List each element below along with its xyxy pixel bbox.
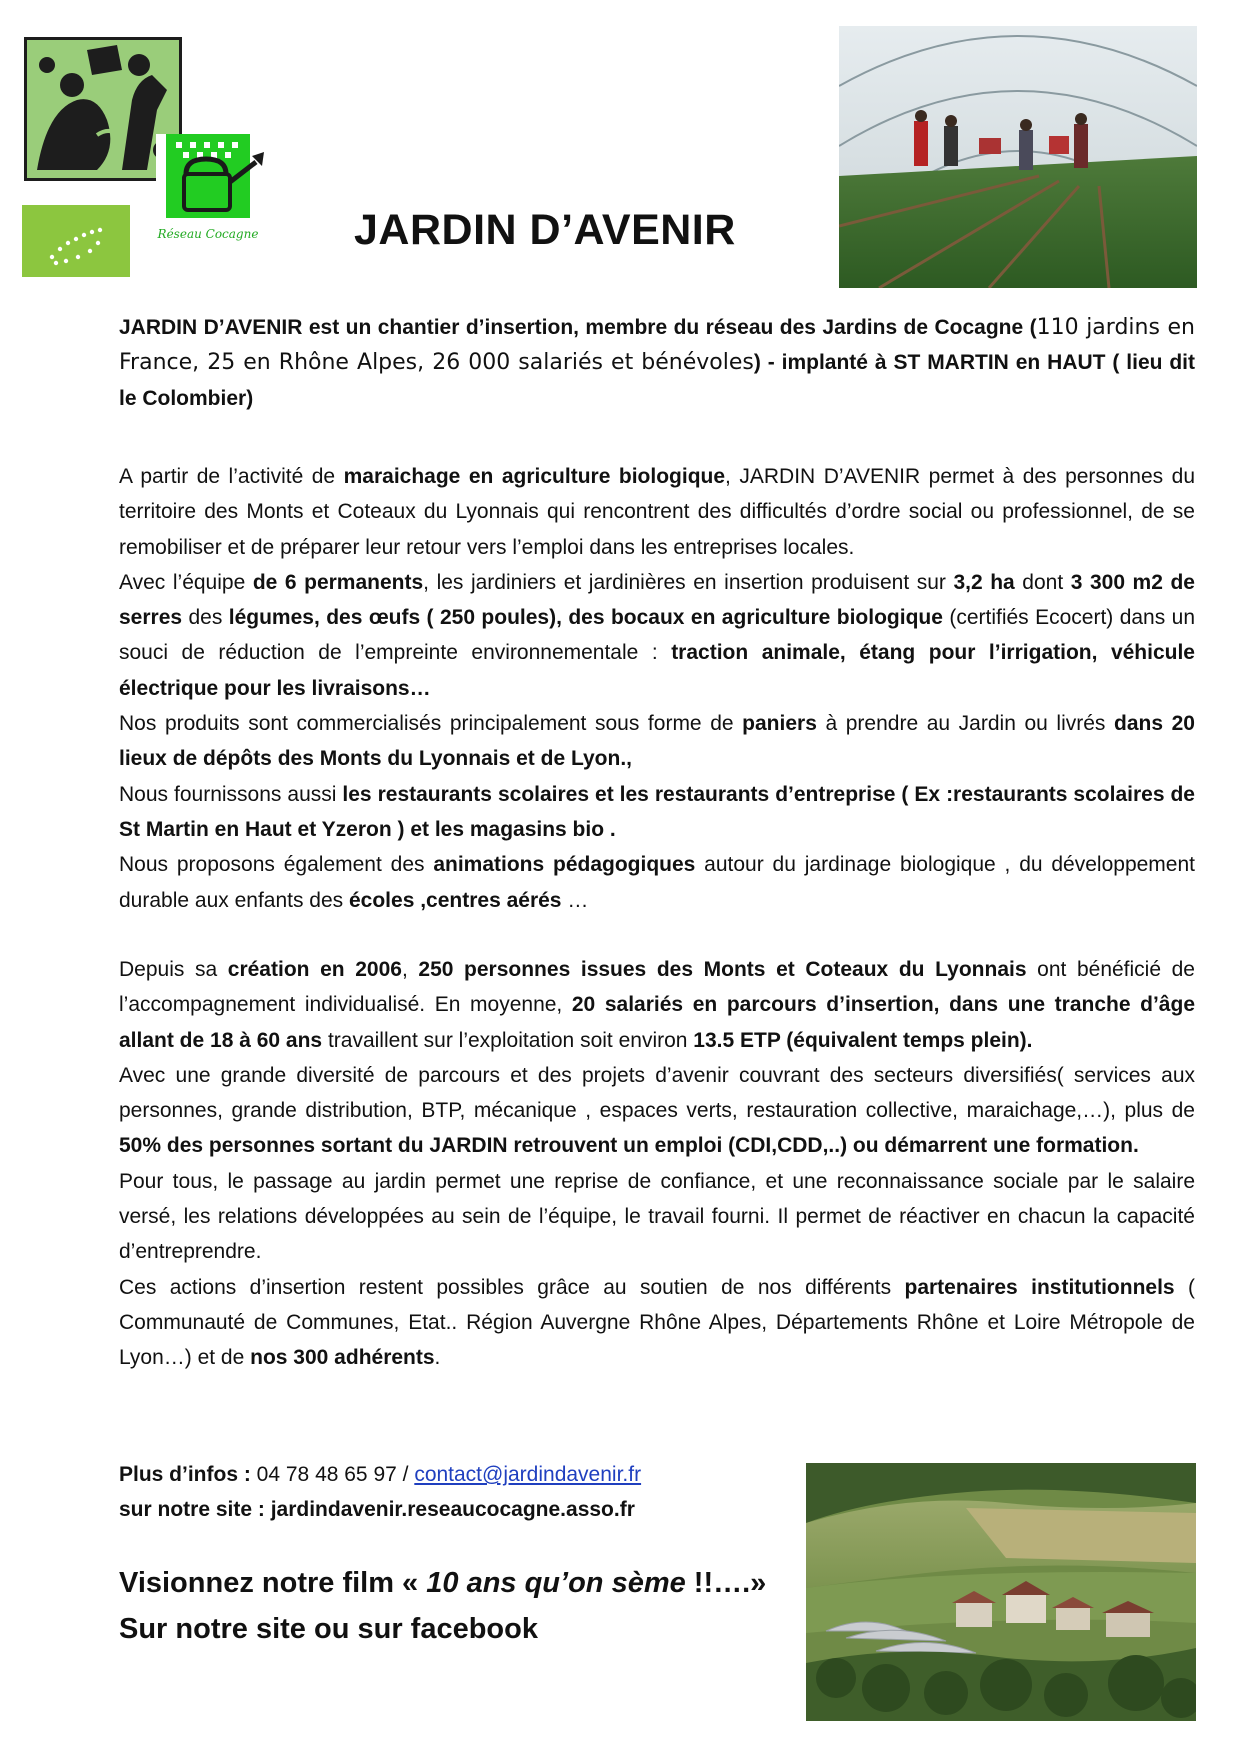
text-span: Avec une grande diversité de parcours et des projets d’avenir couvrant des secteurs diversifiés( services aux personnes, grande distribution, BTP, mécanique , espaces verts, restauration collective, maraichage,…), plus de	[119, 1063, 1195, 1123]
text-span: Nos produits sont commercialisés principalement sous forme de	[119, 712, 743, 736]
bold-span: animations pédagogiques	[433, 853, 696, 877]
text-span: Avec l’équipe	[119, 570, 253, 594]
bold-span: dans 20 lieux de dépôts des Monts du Lyonnais et de Lyon.,	[119, 712, 1195, 771]
activity-paragraph	[119, 459, 1195, 918]
bold-span: paniers	[742, 712, 817, 736]
film-suffix: !!….»	[685, 1567, 767, 1599]
reseau-cocagne-logo	[156, 134, 272, 250]
text-span: Depuis sa	[119, 958, 228, 981]
outcomes-sentence	[119, 1058, 1195, 1164]
intro-text-1: est un chantier d’insertion, membre du réseau des Jardins de Cocagne (	[302, 316, 1037, 339]
film-prefix: Visionnez notre film «	[119, 1567, 427, 1599]
text-span: (certifiés Ecocert) dans un souci de réduction de l’empreinte environnementale :	[119, 606, 1196, 665]
bold-span: 3,2 ha	[953, 570, 1015, 594]
text-span: , les jardiniers et jardinières en insertion produisent sur	[423, 570, 954, 594]
contact-line	[119, 1457, 799, 1492]
site-line	[119, 1492, 799, 1527]
text-span: Ces actions d’insertion restent possibles grâce au soutien de nos différents	[119, 1275, 905, 1299]
text-span: Nous fournissons aussi	[119, 782, 343, 806]
text-span: Nous proposons également des	[119, 853, 434, 877]
intro-paragraph	[119, 310, 1195, 416]
text-span: des	[182, 606, 229, 630]
intro-text-2: ) - implanté à ST MARTIN en HAUT ( lieu dit le Colombier)	[119, 351, 1196, 410]
contact-email-link[interactable]: contact@jardindavenir.fr	[414, 1463, 642, 1486]
bold-span: nos 300 adhérents	[250, 1346, 435, 1370]
bold-span: création en 2006	[227, 958, 402, 981]
eu-organic-logo	[22, 205, 130, 277]
text-span: travaillent sur l’exploitation soit environ	[322, 1028, 694, 1052]
text-span: A partir de l’activité de	[119, 465, 344, 488]
film-block	[119, 1560, 799, 1652]
text-span: .	[434, 1346, 441, 1370]
confidence-sentence: Pour tous, le passage au jardin permet une reprise de confiance, et une reconnaissance sociale par le salaire versé, les relations développées au sein de l’équipe, le travail fourni. Il permet de réactiver en chacun la capacité d’entreprendre.	[119, 1169, 1195, 1264]
contact-phone: 04 78 48 65 97 /	[250, 1463, 415, 1486]
products-sentence	[119, 706, 1195, 777]
site-url: jardindavenir.reseaucocagne.asso.fr	[264, 1498, 635, 1522]
text-span: dont	[1014, 570, 1064, 594]
animations-sentence	[119, 847, 1195, 918]
bold-span: les restaurants scolaires et les restaurants d’entreprise ( Ex :restaurants scolaires de St Martin en Haut et Yzeron ) et les magasins bio .	[119, 782, 1195, 841]
bold-span: légumes, des œufs ( 250 poules), des bocaux en agriculture biologique	[228, 606, 943, 630]
greenhouse-photo	[839, 26, 1197, 288]
cocagne-caption: Réseau Cocagne	[157, 227, 259, 241]
text-span: ( Communauté de Communes, Etat.. Région Auvergne Rhône Alpes, Départements Rhône et Loire Métropole de Lyon…) et de	[119, 1275, 1195, 1370]
bold-span: partenaires institutionnels	[904, 1275, 1175, 1299]
bold-span: 50% des personnes sortant du JARDIN retrouvent un emploi (CDI,CDD,..) ou démarrent une formation.	[119, 1134, 1139, 1158]
bold-span: traction animale, étang pour l’irrigation, véhicule électrique pour les livraisons…	[119, 641, 1195, 700]
history-sentence	[119, 952, 1195, 1058]
bold-span: maraichage en agriculture biologique	[343, 465, 726, 488]
bold-span: 3 300 m2 de serres	[119, 570, 1195, 630]
page-title: JARDIN D’AVENIR	[354, 206, 736, 254]
text-span: autour du jardinage biologique , du développement durable aux enfants des	[119, 853, 1195, 912]
partners-sentence	[119, 1270, 1195, 1376]
site-label: sur notre site :	[119, 1498, 265, 1522]
contact-label: Plus d’infos :	[119, 1463, 251, 1486]
film-line-2: Sur notre site ou sur facebook	[119, 1613, 538, 1645]
text-span: , JARDIN D’AVENIR permet à des personnes du territoire des Monts et Coteaux du Lyonnais qui rencontrent des difficultés d’ordre social ou professionnel, de se remobiliser et de préparer leur retour vers l’emploi dans les entreprises locales.	[119, 465, 1195, 559]
film-line-1	[119, 1560, 799, 1606]
bold-span: 250 personnes issues des Monts et Coteaux du Lyonnais	[418, 958, 1027, 981]
text-span: ont bénéficié de l’accompagnement individualisé. En moyenne,	[119, 958, 1195, 1017]
village-photo	[806, 1463, 1196, 1721]
bold-span: 13.5 ETP (équivalent temps plein).	[693, 1028, 1033, 1052]
text-span: ,	[401, 958, 419, 981]
text-span: à prendre au Jardin ou livrés	[816, 712, 1115, 736]
eu-leaf-icon	[22, 205, 130, 277]
text-span: …	[561, 888, 589, 912]
bold-span: écoles ,centres aérés	[349, 888, 562, 912]
intro-name: JARDIN D’AVENIR	[119, 316, 303, 339]
contact-block	[119, 1457, 799, 1528]
film-title: 10 ans qu’on sème	[426, 1567, 686, 1599]
history-paragraph	[119, 952, 1195, 1376]
intro-stats: 110 jardins en France, 25 en Rhône Alpes, 26 000 salariés et bénévoles	[119, 315, 1195, 376]
activity-sentence	[119, 459, 1195, 565]
team-sentence	[119, 565, 1195, 706]
restaurants-sentence	[119, 777, 1195, 848]
bold-span: de 6 permanents	[252, 570, 424, 594]
bold-span: 20 salariés en parcours d’insertion, dans une tranche d’âge allant de 18 à 60 ans	[119, 993, 1195, 1052]
